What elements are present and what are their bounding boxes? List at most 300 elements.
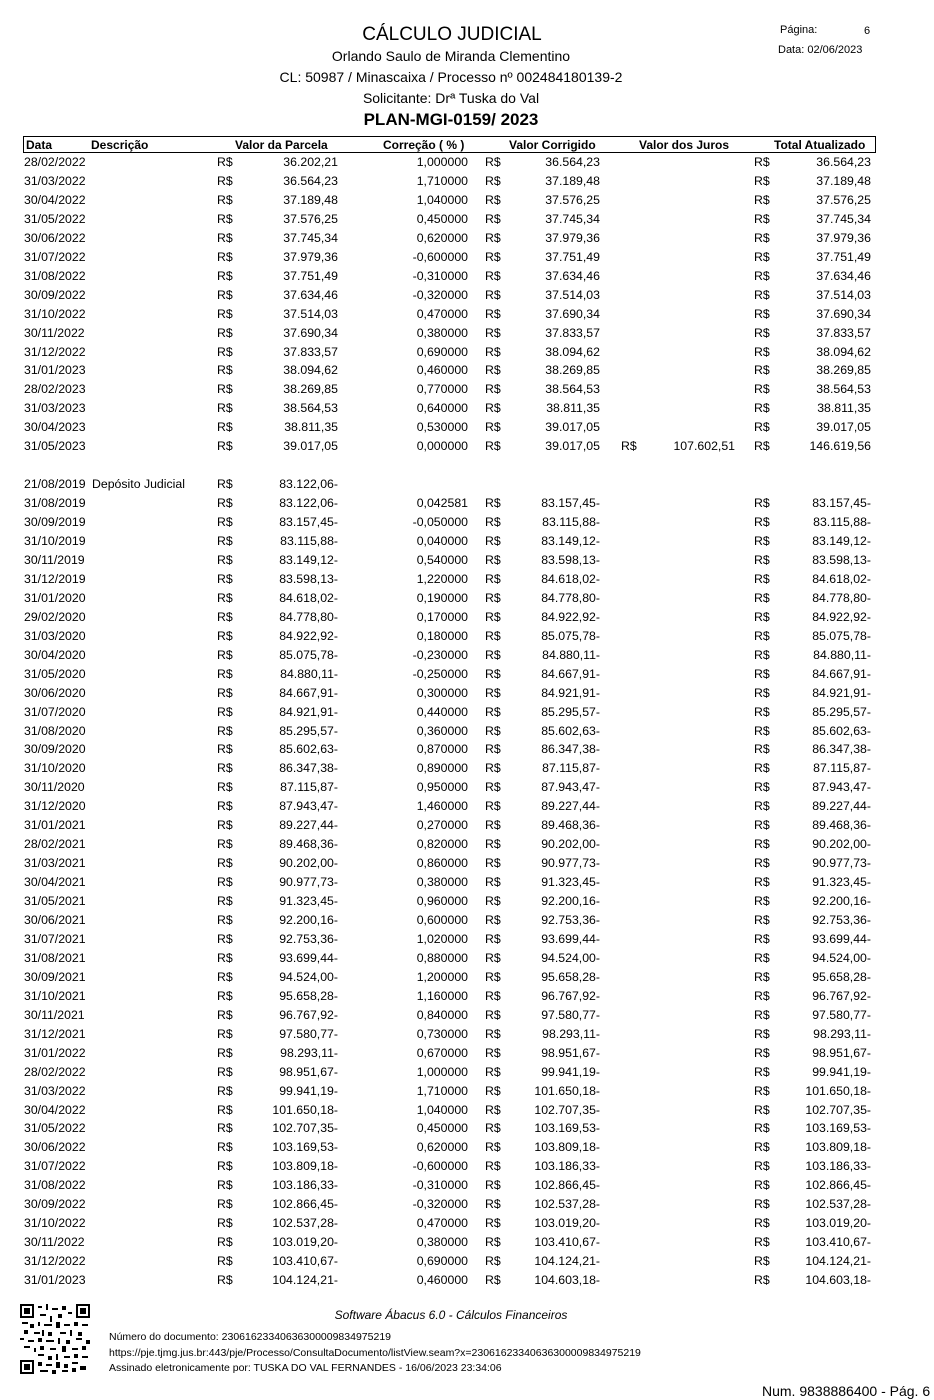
row-date: 31/01/2023 (24, 1273, 86, 1288)
row-valor-corrigido: 104.603,18- (534, 1273, 600, 1288)
row-valor-parcela: 83.598,13- (279, 571, 338, 586)
currency-symbol: R$ (754, 647, 770, 662)
currency-symbol: R$ (485, 1178, 501, 1193)
currency-symbol: R$ (217, 590, 233, 605)
row-valor-parcela: 84.921,91- (279, 704, 338, 719)
row-valor-parcela: 84.667,91- (279, 685, 338, 700)
row-valor-parcela: 98.293,11- (280, 1045, 338, 1060)
row-date: 28/02/2023 (24, 382, 86, 397)
currency-symbol: R$ (754, 211, 770, 226)
row-correcao: 0,300000 (416, 685, 468, 700)
currency-symbol: R$ (754, 685, 770, 700)
row-valor-corrigido: 36.564,23 (545, 155, 600, 169)
table-row (0, 629, 934, 648)
currency-symbol: R$ (217, 420, 233, 435)
currency-symbol: R$ (485, 1273, 501, 1288)
row-total-atualizado: 84.618,02- (812, 571, 871, 586)
row-correcao: 0,880000 (416, 950, 468, 965)
row-valor-parcela: 103.186,33- (272, 1178, 338, 1193)
row-valor-parcela: 96.767,92- (279, 1007, 338, 1022)
row-correcao: 1,000000 (416, 155, 468, 169)
row-valor-corrigido: 84.778,80- (541, 590, 600, 605)
row-total-atualizado: 84.921,91- (812, 685, 871, 700)
row-date: 30/04/2022 (24, 1102, 86, 1117)
currency-symbol: R$ (754, 1007, 770, 1022)
row-valor-corrigido: 102.537,28- (534, 1197, 600, 1212)
currency-symbol: R$ (485, 325, 501, 340)
row-valor-parcela: 83.122,06- (279, 496, 338, 511)
currency-symbol: R$ (217, 799, 233, 814)
currency-symbol: R$ (217, 287, 233, 302)
table-row (0, 894, 934, 913)
row-valor-parcela: 38.564,53 (283, 401, 338, 416)
row-valor-corrigido: 83.149,12- (541, 534, 600, 548)
row-date: 30/06/2020 (24, 685, 86, 700)
row-valor-parcela: 84.618,02- (279, 590, 338, 605)
currency-symbol: R$ (217, 1026, 233, 1041)
signature-info: Assinado eletronicamente por: TUSKA DO VAL FERNANDES - 16/06/2023 23:34:06 (109, 1362, 502, 1374)
row-valor-parcela: 38.269,85 (283, 382, 338, 397)
currency-symbol: R$ (754, 1254, 770, 1269)
table-row (0, 1046, 934, 1065)
row-date: 29/02/2020 (24, 609, 86, 624)
row-total-atualizado: 83.149,12- (812, 534, 871, 548)
currency-symbol: R$ (217, 950, 233, 965)
row-valor-corrigido: 98.951,67- (541, 1045, 600, 1060)
row-total-atualizado: 38.269,85 (816, 363, 871, 378)
row-date: 31/05/2022 (24, 1121, 86, 1136)
currency-symbol: R$ (217, 1216, 233, 1231)
table-row (0, 989, 934, 1008)
table-row (0, 705, 934, 724)
currency-symbol: R$ (217, 1083, 233, 1098)
currency-symbol: R$ (754, 382, 770, 397)
row-date: 21/08/2019 (24, 477, 86, 492)
row-valor-corrigido: 38.564,53 (545, 382, 600, 397)
row-total-atualizado: 92.753,36- (812, 913, 871, 927)
row-valor-parcela: 87.943,47- (279, 799, 338, 814)
row-valor-corrigido: 98.293,11- (542, 1026, 600, 1041)
currency-symbol: R$ (754, 1178, 770, 1193)
row-total-atualizado: 102.537,28- (805, 1197, 871, 1212)
table-row (0, 553, 934, 572)
table-row (0, 1216, 934, 1235)
table-row (0, 1197, 934, 1216)
table-row (0, 401, 934, 420)
row-valor-parcela: 103.809,18- (272, 1159, 338, 1174)
row-valor-corrigido: 85.075,78- (541, 628, 600, 643)
currency-symbol: R$ (485, 666, 501, 681)
currency-symbol: R$ (485, 401, 501, 416)
row-valor-corrigido: 84.880,11- (542, 647, 600, 662)
currency-symbol: R$ (485, 723, 501, 738)
row-correcao: 1,200000 (416, 969, 468, 984)
row-total-atualizado: 92.200,16- (812, 894, 871, 909)
table-row (0, 686, 934, 705)
currency-symbol: R$ (217, 325, 233, 340)
row-correcao: 1,460000 (416, 799, 468, 814)
row-valor-corrigido: 84.921,91- (541, 685, 600, 700)
row-date: 31/10/2020 (24, 761, 86, 776)
table-row (0, 496, 934, 515)
currency-symbol: R$ (485, 761, 501, 776)
currency-symbol: R$ (485, 1045, 501, 1060)
table-row (0, 250, 934, 269)
currency-symbol: R$ (485, 1197, 501, 1212)
currency-symbol: R$ (485, 1026, 501, 1041)
row-date: 28/02/2021 (24, 837, 86, 852)
col-header-valor-juros: Valor dos Juros (639, 138, 730, 152)
currency-symbol: R$ (217, 988, 233, 1003)
row-total-atualizado: 87.115,87- (813, 761, 871, 776)
row-correcao: -0,320000 (412, 287, 468, 302)
row-total-atualizado: 84.667,91- (812, 666, 871, 681)
currency-symbol: R$ (485, 268, 501, 283)
table-row (0, 932, 934, 951)
currency-symbol: R$ (485, 1159, 501, 1174)
row-valor-parcela: 37.979,36 (283, 249, 338, 264)
currency-symbol: R$ (754, 571, 770, 586)
row-date: 31/01/2022 (24, 1045, 86, 1060)
row-correcao: 0,960000 (416, 894, 468, 909)
currency-symbol: R$ (217, 192, 233, 207)
row-total-atualizado: 104.603,18- (805, 1273, 871, 1288)
row-valor-corrigido: 86.347,38- (541, 742, 600, 757)
currency-symbol: R$ (217, 401, 233, 416)
currency-symbol: R$ (485, 742, 501, 757)
table-row (0, 818, 934, 837)
row-valor-corrigido: 92.200,16- (541, 894, 600, 909)
currency-symbol: R$ (754, 515, 770, 530)
row-total-atualizado: 37.514,03 (816, 287, 871, 302)
row-total-atualizado: 94.524,00- (812, 950, 871, 965)
party-name: Orlando Saulo de Miranda Clementino (331, 48, 571, 64)
currency-symbol: R$ (754, 742, 770, 757)
currency-symbol: R$ (754, 913, 770, 927)
row-date: 31/08/2020 (24, 723, 86, 738)
currency-symbol: R$ (754, 1273, 770, 1288)
row-date: 28/02/2022 (24, 1064, 86, 1079)
row-valor-corrigido: 84.618,02- (541, 571, 600, 586)
row-total-atualizado: 38.564,53 (816, 382, 871, 397)
row-correcao: 0,450000 (416, 211, 468, 226)
row-valor-parcela: 83.122,06- (279, 477, 338, 492)
table-row (0, 345, 934, 364)
row-date: 30/04/2020 (24, 647, 86, 662)
row-valor-parcela: 83.149,12- (279, 552, 338, 567)
currency-symbol: R$ (754, 1140, 770, 1155)
currency-symbol: R$ (485, 685, 501, 700)
currency-symbol: R$ (217, 685, 233, 700)
table-row (0, 1103, 934, 1122)
currency-symbol: R$ (217, 837, 233, 852)
row-total-atualizado: 38.094,62 (816, 344, 871, 359)
row-valor-parcela: 84.922,92- (279, 628, 338, 643)
currency-symbol: R$ (754, 704, 770, 719)
table-row (0, 1235, 934, 1254)
row-valor-corrigido: 37.745,34 (545, 211, 600, 226)
row-date: 30/09/2022 (24, 287, 86, 302)
row-total-atualizado: 89.227,44- (812, 799, 871, 814)
row-valor-parcela: 85.602,63- (279, 742, 338, 757)
table-row (0, 269, 934, 288)
currency-symbol: R$ (485, 647, 501, 662)
row-total-atualizado: 146.619,56 (809, 439, 871, 454)
currency-symbol: R$ (217, 571, 233, 586)
row-correcao: 0,380000 (416, 325, 468, 340)
row-valor-corrigido: 93.699,44- (541, 931, 600, 946)
currency-symbol: R$ (485, 837, 501, 852)
row-valor-corrigido: 97.580,77- (541, 1007, 600, 1022)
row-correcao: 0,460000 (416, 363, 468, 378)
row-correcao: 0,620000 (416, 1140, 468, 1155)
currency-symbol: R$ (754, 609, 770, 624)
currency-symbol: R$ (485, 230, 501, 245)
currency-symbol: R$ (754, 1045, 770, 1060)
currency-symbol: R$ (754, 401, 770, 416)
currency-symbol: R$ (217, 780, 233, 795)
row-date: 31/03/2022 (24, 1083, 86, 1098)
row-total-atualizado: 83.598,13- (812, 552, 871, 567)
col-header-correcao: Correção ( % ) (383, 138, 465, 152)
row-date: 30/06/2021 (24, 913, 86, 927)
currency-symbol: R$ (217, 723, 233, 738)
table-row (0, 212, 934, 231)
currency-symbol: R$ (754, 799, 770, 814)
row-valor-corrigido: 90.202,00- (541, 837, 600, 852)
row-total-atualizado: 103.186,33- (805, 1159, 871, 1174)
col-header-valor-parcela: Valor da Parcela (235, 138, 328, 152)
currency-symbol: R$ (217, 1045, 233, 1060)
currency-symbol: R$ (754, 950, 770, 965)
row-valor-corrigido: 37.189,48 (545, 173, 600, 188)
currency-symbol: R$ (754, 969, 770, 984)
currency-symbol: R$ (217, 496, 233, 511)
table-row (0, 875, 934, 894)
row-date: 31/01/2023 (24, 363, 86, 378)
row-valor-corrigido: 37.751,49 (545, 249, 600, 264)
currency-symbol: R$ (217, 742, 233, 757)
row-valor-corrigido: 103.809,18- (534, 1140, 600, 1155)
currency-symbol: R$ (485, 950, 501, 965)
currency-symbol: R$ (754, 173, 770, 188)
currency-symbol: R$ (217, 211, 233, 226)
plan-code: PLAN-MGI-0159/ 2023 (363, 110, 539, 129)
currency-symbol: R$ (485, 249, 501, 264)
row-total-atualizado: 89.468,36- (812, 818, 871, 833)
document-date: Data: 02/06/2023 (778, 44, 863, 56)
row-correcao: 0,730000 (416, 1026, 468, 1041)
currency-symbol: R$ (217, 875, 233, 890)
row-valor-parcela: 83.157,45- (279, 515, 338, 530)
page-label: Página: (780, 24, 818, 36)
row-valor-corrigido: 37.690,34 (545, 306, 600, 321)
row-valor-corrigido: 84.667,91- (541, 666, 600, 681)
row-valor-parcela: 37.833,57 (283, 344, 338, 359)
row-valor-parcela: 89.227,44- (279, 818, 338, 833)
currency-symbol: R$ (754, 837, 770, 852)
row-date: 30/09/2019 (24, 515, 86, 530)
row-valor-corrigido: 83.157,45- (541, 496, 600, 511)
col-header-valor-corrigido: Valor Corrigido (509, 138, 596, 152)
currency-symbol: R$ (485, 211, 501, 226)
row-total-atualizado: 103.809,18- (805, 1140, 871, 1155)
row-date: 30/04/2021 (24, 875, 86, 890)
currency-symbol: R$ (485, 155, 501, 169)
row-valor-parcela: 86.347,38- (279, 761, 338, 776)
row-valor-parcela: 36.564,23 (283, 173, 338, 188)
row-valor-corrigido: 89.227,44- (541, 799, 600, 814)
table-row (0, 856, 934, 875)
currency-symbol: R$ (485, 571, 501, 586)
document-title: CÁLCULO JUDICIAL (362, 24, 542, 45)
table-row (0, 742, 934, 761)
row-date: 31/01/2020 (24, 590, 86, 605)
row-total-atualizado: 90.977,73- (812, 856, 871, 871)
currency-symbol: R$ (217, 666, 233, 681)
document-url[interactable]: https://pje.tjmg.jus.br:443/pje/Processo/ConsultaDocumento/listView.seam?x=23061623340636300009834975219 (109, 1347, 641, 1359)
currency-symbol: R$ (217, 344, 233, 359)
row-correcao: 0,950000 (416, 780, 468, 795)
table-row (0, 667, 934, 686)
row-total-atualizado: 37.833,57 (816, 325, 871, 340)
row-date: 31/10/2022 (24, 306, 86, 321)
row-valor-parcela: 101.650,18- (272, 1102, 338, 1117)
row-total-atualizado: 99.941,19- (812, 1064, 871, 1079)
row-valor-parcela: 84.880,11- (280, 666, 338, 681)
currency-symbol: R$ (485, 931, 501, 946)
row-valor-corrigido: 85.602,63- (541, 723, 600, 738)
row-date: 31/03/2023 (24, 401, 86, 416)
currency-symbol: R$ (485, 628, 501, 643)
row-total-atualizado: 103.169,53- (805, 1121, 871, 1136)
table-row (0, 799, 934, 818)
table-row (0, 1027, 934, 1046)
row-date: 30/04/2023 (24, 420, 86, 435)
row-correcao: 1,020000 (416, 931, 468, 946)
row-valor-corrigido: 85.295,57- (541, 704, 600, 719)
currency-symbol: R$ (485, 496, 501, 511)
currency-symbol: R$ (217, 439, 233, 454)
row-date: 30/09/2020 (24, 742, 86, 757)
row-total-atualizado: 37.745,34 (816, 211, 871, 226)
table-row (0, 1008, 934, 1027)
row-valor-corrigido: 90.977,73- (541, 856, 600, 871)
row-total-atualizado: 37.189,48 (816, 173, 871, 188)
row-valor-corrigido: 96.767,92- (541, 988, 600, 1003)
currency-symbol: R$ (485, 1007, 501, 1022)
row-valor-parcela: 39.017,05 (283, 439, 338, 454)
row-valor-parcela: 85.075,78- (279, 647, 338, 662)
row-correcao: 0,040000 (416, 534, 468, 548)
row-correcao: 0,690000 (416, 344, 468, 359)
row-correcao: 0,870000 (416, 742, 468, 757)
currency-symbol: R$ (754, 534, 770, 548)
row-correcao: 1,710000 (416, 173, 468, 188)
currency-symbol: R$ (217, 913, 233, 927)
row-total-atualizado: 103.019,20- (805, 1216, 871, 1231)
row-valor-parcela: 84.778,80- (279, 609, 338, 624)
table-row (0, 155, 934, 174)
table-row (0, 610, 934, 629)
currency-symbol: R$ (754, 1026, 770, 1041)
row-total-atualizado: 102.707,35- (805, 1102, 871, 1117)
table-row (0, 724, 934, 743)
row-total-atualizado: 37.979,36 (816, 230, 871, 245)
row-correcao: 0,670000 (416, 1045, 468, 1060)
row-date: 31/10/2019 (24, 534, 86, 548)
row-date: 31/12/2021 (24, 1026, 86, 1041)
currency-symbol: R$ (485, 856, 501, 871)
row-valor-corrigido: 91.323,45- (541, 875, 600, 890)
currency-symbol: R$ (485, 1216, 501, 1231)
currency-symbol: R$ (485, 988, 501, 1003)
row-total-atualizado: 104.124,21- (805, 1254, 871, 1269)
process-info: CL: 50987 / Minascaixa / Processo nº 002484180139-2 (279, 69, 623, 85)
row-valor-parcela: 38.094,62 (283, 363, 338, 378)
currency-symbol: R$ (217, 1007, 233, 1022)
row-valor-corrigido: 83.115,88- (542, 515, 600, 530)
row-valor-corrigido: 103.186,33- (534, 1159, 600, 1174)
row-date: 28/02/2022 (24, 155, 86, 169)
row-valor-parcela: 102.537,28- (272, 1216, 338, 1231)
row-total-atualizado: 84.880,11- (813, 647, 871, 662)
row-total-atualizado: 37.634,46 (816, 268, 871, 283)
currency-symbol: R$ (485, 590, 501, 605)
currency-symbol: R$ (754, 192, 770, 207)
row-date: 31/08/2021 (24, 950, 86, 965)
row-correcao: 0,170000 (416, 609, 468, 624)
row-valor-parcela: 37.576,25 (283, 211, 338, 226)
row-total-atualizado: 103.410,67- (805, 1235, 871, 1250)
row-correcao: -0,230000 (412, 647, 468, 662)
row-valor-parcela: 103.019,20- (272, 1235, 338, 1250)
table-row (0, 326, 934, 345)
currency-symbol: R$ (754, 628, 770, 643)
row-date: 30/04/2022 (24, 192, 86, 207)
currency-symbol: R$ (485, 799, 501, 814)
row-correcao: -0,320000 (412, 1197, 468, 1212)
row-valor-corrigido: 37.576,25 (545, 192, 600, 207)
currency-symbol: R$ (217, 1121, 233, 1136)
currency-symbol: R$ (217, 1235, 233, 1250)
currency-symbol: R$ (217, 1197, 233, 1212)
currency-symbol: R$ (754, 780, 770, 795)
currency-symbol: R$ (754, 363, 770, 378)
table-row (0, 780, 934, 799)
row-date: 31/03/2020 (24, 628, 86, 643)
row-valor-parcela: 93.699,44- (279, 950, 338, 965)
row-correcao: 0,860000 (416, 856, 468, 871)
currency-symbol: R$ (754, 590, 770, 605)
row-date: 31/05/2023 (24, 439, 86, 454)
row-valor-parcela: 37.690,34 (283, 325, 338, 340)
row-correcao: 0,640000 (416, 401, 468, 416)
row-date: 31/07/2022 (24, 249, 86, 264)
currency-symbol: R$ (217, 477, 233, 492)
row-valor-corrigido: 104.124,21- (534, 1254, 600, 1269)
row-total-atualizado: 37.690,34 (816, 306, 871, 321)
row-correcao: 0,470000 (416, 306, 468, 321)
row-valor-corrigido: 38.094,62 (545, 344, 600, 359)
table-row (0, 193, 934, 212)
currency-symbol: R$ (217, 1178, 233, 1193)
row-correcao: 0,460000 (416, 1273, 468, 1288)
row-correcao: 0,190000 (416, 590, 468, 605)
row-valor-corrigido: 38.811,35 (546, 401, 600, 416)
row-date: 31/08/2022 (24, 1178, 86, 1193)
table-row (0, 1065, 934, 1084)
